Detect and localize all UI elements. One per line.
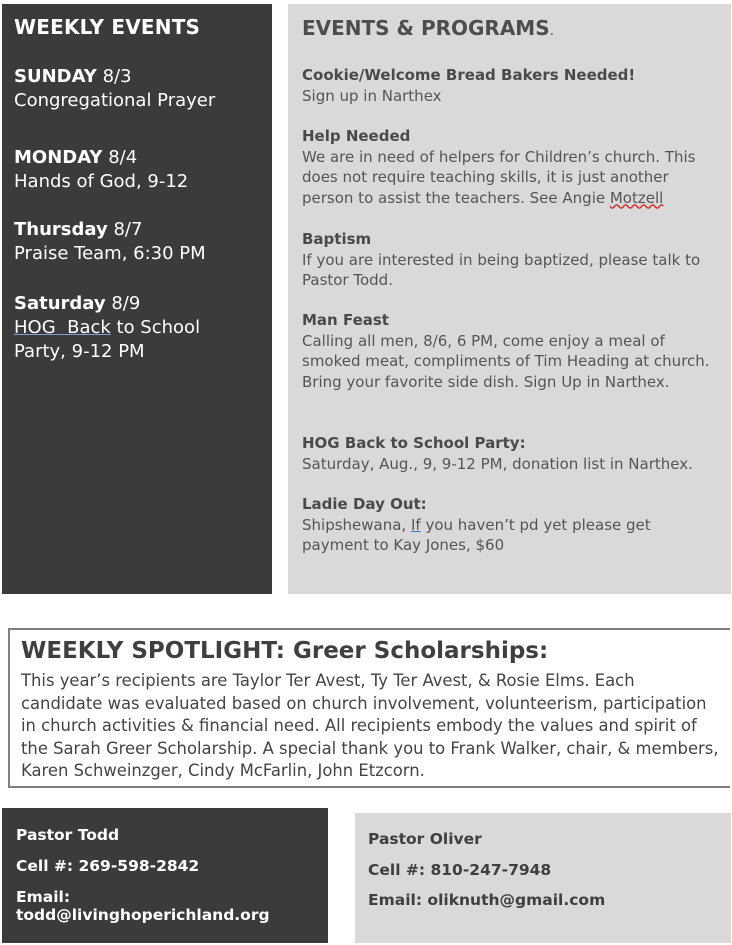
contact-card-todd	[2, 808, 328, 943]
program-heading: Ladie Day Out:	[302, 495, 427, 513]
weekly-spotlight-box	[8, 628, 730, 788]
program-body: Shipshewana, If you haven’t pd yet please get payment to Kay Jones, $60	[302, 515, 651, 554]
event-description-underlined: HOG Back	[14, 317, 111, 338]
event-date: 8/4	[108, 147, 138, 168]
program-help-needed	[302, 126, 722, 208]
events-programs-panel	[288, 4, 731, 594]
spellcheck-flagged-word: Motzell	[609, 188, 664, 207]
program-heading: HOG Back to School Party:	[302, 434, 526, 452]
event-date: 8/9	[111, 293, 141, 314]
event-sunday	[14, 65, 264, 113]
event-description: Congregational Prayer	[14, 90, 216, 111]
program-body: We are in need of helpers for Children’s church. This does not require teaching skills, it is just another person to assist the teachers. See Angie Motzell	[302, 147, 696, 207]
weekly-events-title: WEEKLY EVENTS	[14, 15, 201, 39]
event-thursday	[14, 218, 264, 266]
event-day: Saturday	[14, 293, 106, 314]
program-man-feast	[302, 310, 722, 392]
contact-email: Email: todd@livinghoperichland.org	[16, 888, 270, 924]
program-body: Calling all men, 8/6, 6 PM, come enjoy a meal of smoked meat, compliments of Tim Heading at church. Bring your favorite side dish. Sign Up in Narthex.	[302, 331, 710, 391]
program-baptism	[302, 229, 722, 291]
program-heading: Man Feast	[302, 311, 389, 329]
spotlight-title: WEEKLY SPOTLIGHT: Greer Scholarships:	[21, 638, 549, 664]
events-programs-title: EVENTS & PROGRAMS.	[302, 16, 555, 40]
underlined-word: If	[410, 515, 421, 534]
event-day: MONDAY	[14, 147, 103, 168]
contact-cell: Cell #: 269-598-2842	[16, 857, 200, 875]
spotlight-body: This year’s recipients are Taylor Ter Avest, Ty Ter Avest, & Rosie Elms. Each candidate was evaluated based on church involvement, volunteerism, participation in church activities & financial need. All recipients embody the values and spirit of the Sarah Greer Scholarship. A special thank you to Frank Walker, chair, & members, Karen Schweinzger, Cindy McFarlin, John Etzcorn.	[21, 671, 719, 781]
event-description: Praise Team, 6:30 PM	[14, 243, 206, 264]
event-day: SUNDAY	[14, 66, 97, 87]
program-body: If you are interested in being baptized, please talk to Pastor Todd.	[302, 250, 701, 289]
event-description-line2: Party, 9-12 PM	[14, 341, 145, 362]
contact-cell: Cell #: 810-247-7948	[368, 861, 552, 879]
program-hog-party	[302, 433, 722, 474]
program-bakers	[302, 65, 722, 106]
event-saturday	[14, 292, 264, 364]
event-description: to School	[110, 317, 201, 338]
program-body: Saturday, Aug., 9, 9-12 PM, donation list in Narthex.	[302, 454, 693, 473]
program-body: Sign up in Narthex	[302, 86, 442, 105]
event-date: 8/7	[113, 219, 143, 240]
event-day: Thursday	[14, 219, 108, 240]
contact-name: Pastor Oliver	[368, 830, 482, 848]
contact-card-oliver	[355, 813, 731, 943]
program-heading: Cookie/Welcome Bread Bakers Needed!	[302, 66, 636, 84]
program-ladie-day	[302, 494, 722, 556]
program-heading: Help Needed	[302, 127, 411, 145]
contact-name: Pastor Todd	[16, 826, 120, 844]
weekly-events-panel	[2, 4, 272, 594]
contact-email: Email: oliknuth@gmail.com	[368, 891, 606, 909]
event-description: Hands of God, 9-12	[14, 171, 189, 192]
event-monday	[14, 146, 264, 194]
event-date: 8/3	[102, 66, 132, 87]
program-heading: Baptism	[302, 230, 372, 248]
